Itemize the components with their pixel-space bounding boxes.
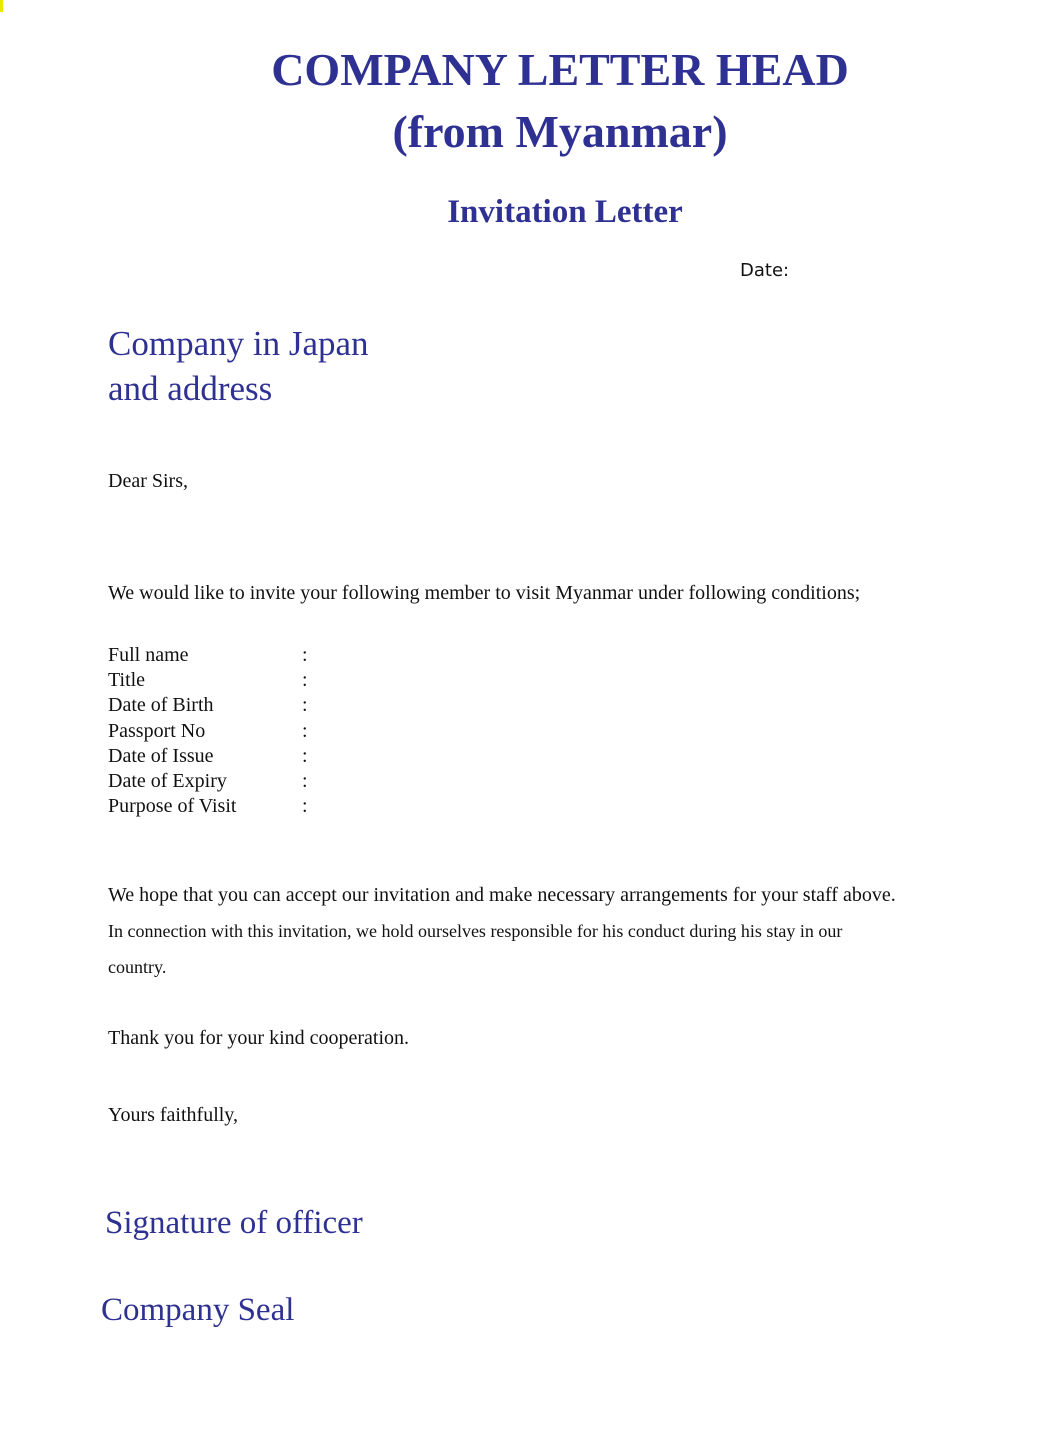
- field-date-of-birth: [108, 693, 312, 718]
- body-paragraph-1: We hope that you can accept our invitation and make necessary arrangements for your staff above.: [108, 884, 896, 906]
- date-label: Date:: [740, 260, 790, 281]
- field-label: Date of Birth: [108, 694, 214, 717]
- field-label: Title: [108, 669, 146, 692]
- field-label: Passport No: [108, 719, 206, 742]
- document-title: Invitation Letter: [447, 194, 683, 230]
- field-label: Full name: [108, 644, 189, 666]
- thanks-line: Thank you for your kind cooperation.: [108, 1027, 410, 1049]
- salutation: Dear Sirs,: [108, 470, 188, 492]
- signature-placeholder: Signature of officer: [105, 1205, 363, 1241]
- field-date-of-issue: [108, 744, 312, 769]
- field-full-name: [108, 643, 312, 668]
- body-paragraph-2: In connection with this invitation, we hold ourselves responsible for his conduct during his stay in our: [108, 921, 843, 941]
- field-label: Date of Expiry: [108, 769, 227, 792]
- field-date-of-expiry: [108, 769, 312, 794]
- field-separator: :: [302, 795, 308, 818]
- field-title: [108, 668, 312, 693]
- field-separator: :: [302, 694, 308, 717]
- company-seal-placeholder: Company Seal: [101, 1292, 295, 1328]
- field-label: Purpose of Visit: [108, 795, 237, 818]
- field-separator: :: [302, 719, 308, 742]
- intro-paragraph: We would like to invite your following member to visit Myanmar under following conditions;: [108, 582, 861, 604]
- field-separator: :: [302, 669, 308, 692]
- field-separator: :: [302, 744, 308, 767]
- letterhead-title: COMPANY LETTER HEAD: [271, 44, 849, 95]
- recipient-company: Company in Japan: [108, 324, 369, 363]
- letterhead-subtitle: (from Myanmar): [392, 106, 728, 157]
- body-paragraph-3: country.: [108, 957, 167, 977]
- field-separator: :: [302, 644, 308, 666]
- field-purpose-of-visit: [108, 794, 312, 819]
- field-label: Date of Issue: [108, 744, 214, 767]
- member-details-list: [108, 643, 312, 819]
- closing-line: Yours faithfully,: [108, 1104, 239, 1126]
- corner-mark: [0, 0, 3, 12]
- field-separator: :: [302, 769, 308, 792]
- field-passport-no: [108, 719, 312, 744]
- recipient-address: and address: [108, 369, 273, 408]
